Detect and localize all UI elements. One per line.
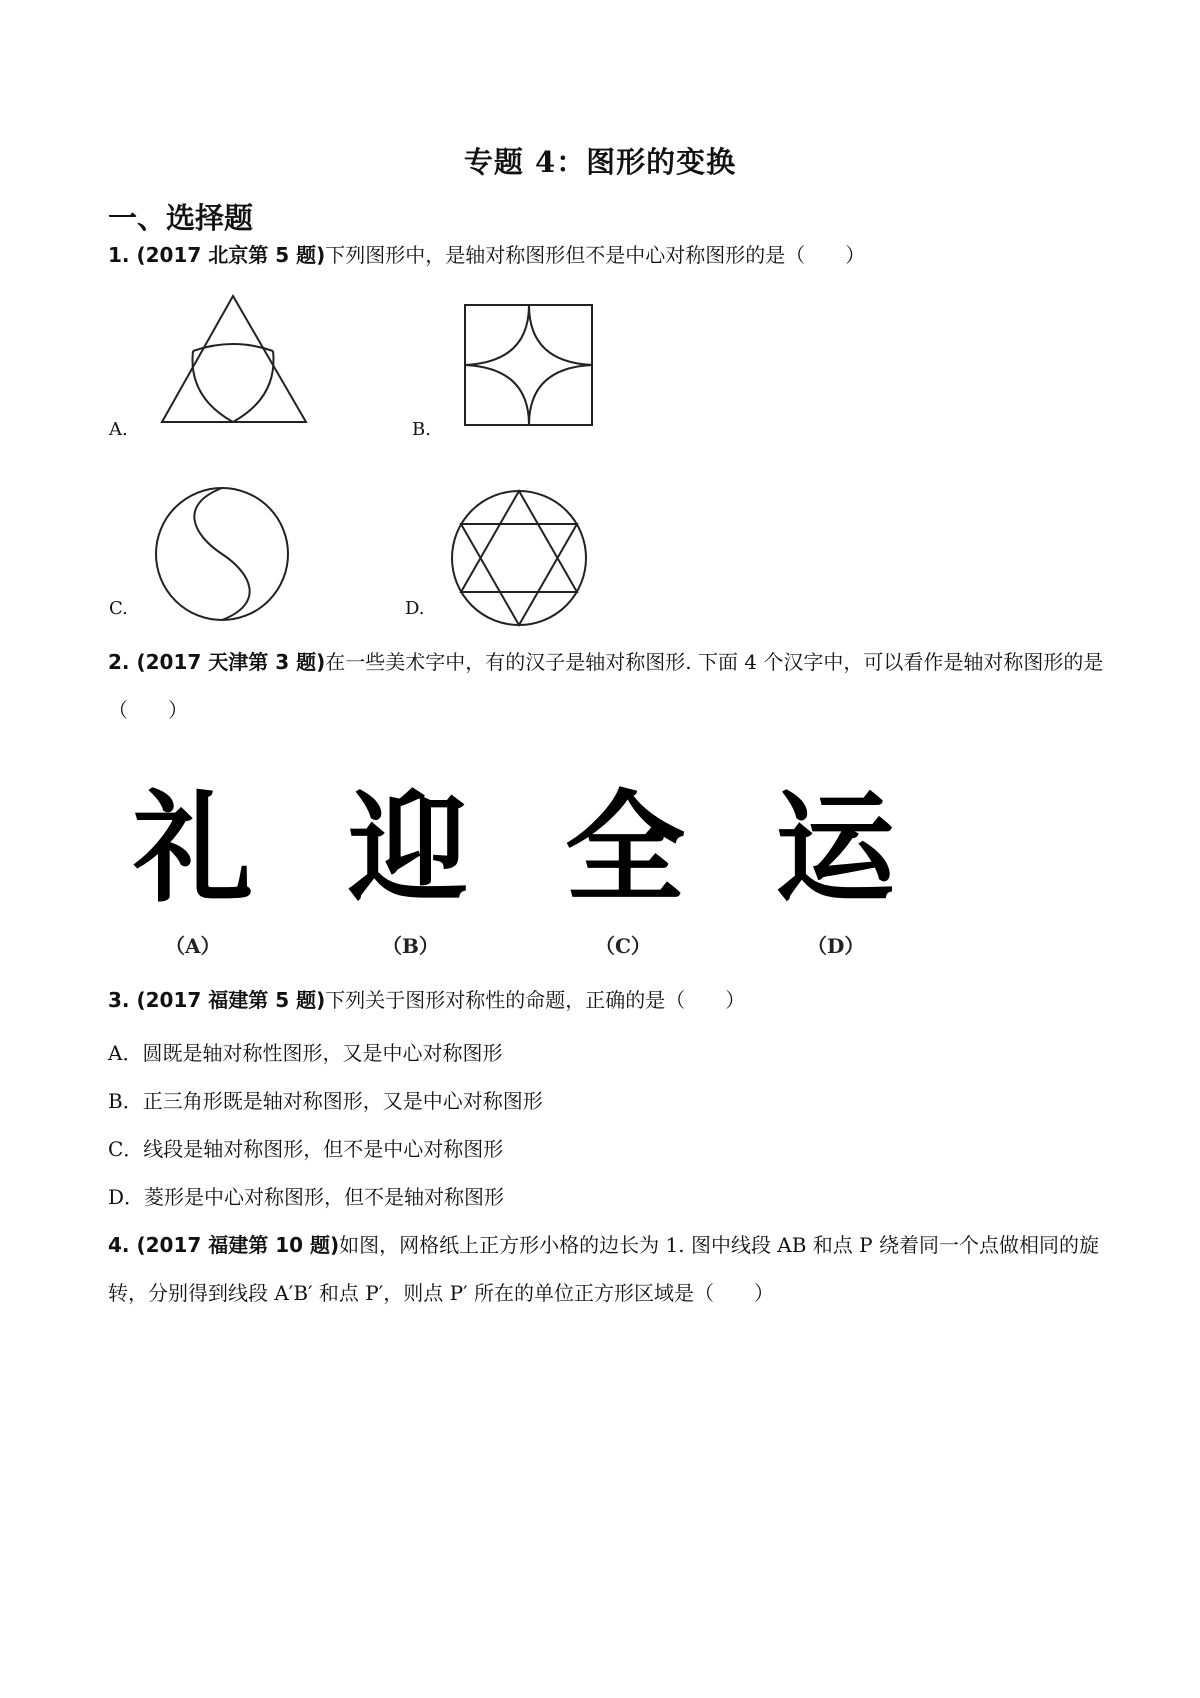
character-a-label[interactable]: （A） — [165, 934, 221, 958]
circle-with-s-curve-icon — [153, 485, 291, 623]
question-1 — [108, 231, 1108, 279]
question-4-source: 4. (2017 福建第 10 题) — [108, 1233, 340, 1257]
question-4 — [108, 1221, 1108, 1317]
triangle-with-reuleaux-curve-icon — [160, 294, 310, 426]
question-2-text: 在一些美术字中，有的汉子是轴对称图形. 下面 4 个汉字中，可以看作是轴对称图形的是（ ） — [108, 650, 1104, 722]
q3-option-a[interactable]: A．圆既是轴对称性图形，又是中心对称图形 — [108, 1041, 503, 1065]
character-b-label[interactable]: （B） — [382, 934, 439, 958]
question-3-text: 下列关于图形对称性的命题，正确的是（ ） — [325, 988, 746, 1012]
q1-option-b-label[interactable]: B. — [412, 419, 431, 440]
square-with-four-point-star-icon — [463, 303, 595, 427]
question-3 — [108, 976, 1108, 1024]
question-2 — [108, 638, 1108, 734]
character-d: 运 — [775, 780, 895, 919]
q3-option-d[interactable]: D．菱形是中心对称图形，但不是轴对称图形 — [108, 1185, 505, 1209]
character-b: 迎 — [348, 780, 468, 919]
q3-option-c[interactable]: C．线段是轴对称图形，但不是中心对称图形 — [108, 1137, 504, 1161]
question-1-text: 下列图形中，是轴对称图形但不是中心对称图形的是（ ） — [325, 243, 866, 267]
page-title: 专题 4：图形的变换 — [463, 145, 737, 179]
character-c-label[interactable]: （C） — [595, 934, 651, 958]
question-4-text: 如图，网格纸上正方形小格的边长为 1. 图中线段 AB 和点 P 绕着同一个点做相同的旋转，分别得到线段 A′B′ 和点 P′，则点 P′ 所在的单位正方形区域是（ ） — [108, 1233, 1099, 1305]
section-heading: 一、选择题 — [108, 201, 254, 235]
character-a: 礼 — [133, 780, 253, 919]
question-1-source: 1. (2017 北京第 5 题) — [108, 243, 326, 267]
question-3-source: 3. (2017 福建第 5 题) — [108, 988, 326, 1012]
q3-option-b[interactable]: B．正三角形既是轴对称图形，又是中心对称图形 — [108, 1089, 543, 1113]
circle-with-hexagram-icon — [447, 488, 591, 628]
q1-option-a-label[interactable]: A. — [109, 419, 128, 440]
q1-option-d-label[interactable]: D. — [405, 598, 425, 619]
character-c: 全 — [565, 780, 685, 919]
character-d-label[interactable]: （D） — [807, 934, 865, 958]
question-2-source: 2. (2017 天津第 3 题) — [108, 650, 326, 674]
q1-option-c-label[interactable]: C. — [109, 598, 128, 619]
